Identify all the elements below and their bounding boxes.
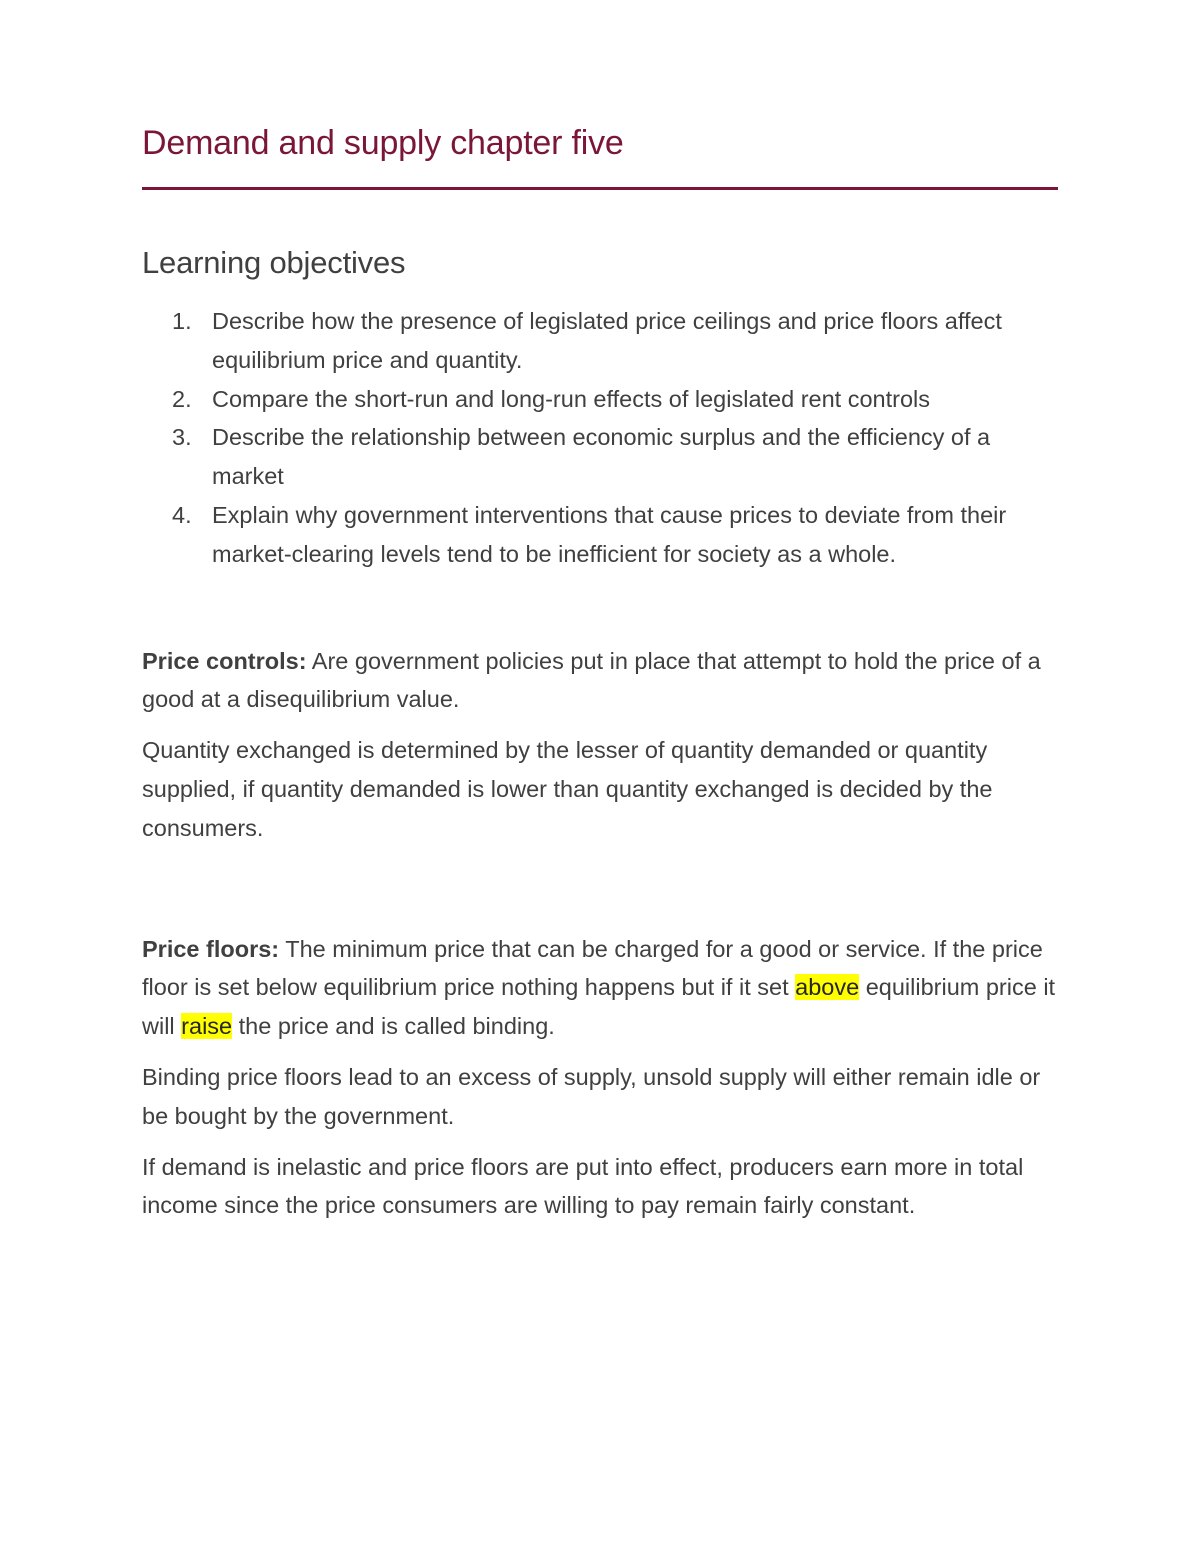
binding-floors-paragraph: Binding price floors lead to an excess of supply, unsold supply will either remain idle or be bought by the government. [142,1063,1041,1129]
quantity-exchanged-paragraph: Quantity exchanged is determined by the lesser of quantity demanded or quantity supplied, if quantity demanded is lower than quantity exchanged is decided by the consumers. [142,737,993,841]
list-item: Compare the short-run and long-run effects of legislated rent controls [212,385,931,412]
learning-objectives-heading: Learning objectives [142,245,406,280]
highlight-above: above [795,974,860,1001]
document-page [142,118,1058,1225]
price-floors-text-2: equilibrium price it will [142,974,1056,1040]
list-item: Describe how the presence of legislated price ceilings and price floors affect equilibrium price and quantity. [212,308,1002,373]
price-controls-paragraph [142,642,1058,720]
price-floors-term: Price floors: [142,935,280,962]
price-controls-definition: Are government policies put in place that attempt to hold the price of a good at a disequilibrium value. [142,647,1041,713]
price-floors-paragraph [142,930,1058,1046]
list-item: Explain why government interventions that cause prices to deviate from their market-clearing levels tend to be inefficient for society as a whole. [212,501,1007,567]
price-controls-term: Price controls: [142,647,307,674]
price-floors-text-1: The minimum price that can be charged for a good or service. If the price floor is set below equilibrium price nothing happens but if it set [142,935,1043,1001]
learning-objectives-list [142,302,1058,574]
title-divider [142,187,1058,190]
list-item: Describe the relationship between economic surplus and the efficiency of a market [212,424,991,490]
document-title: Demand and supply chapter five [142,124,624,162]
inelastic-demand-paragraph: If demand is inelastic and price floors are put into effect, producers earn more in total income since the price consumers are willing to pay remain fairly constant. [142,1153,1024,1219]
highlight-raise: raise [181,1013,233,1040]
price-floors-text-3: the price and is called binding. [232,1013,555,1040]
